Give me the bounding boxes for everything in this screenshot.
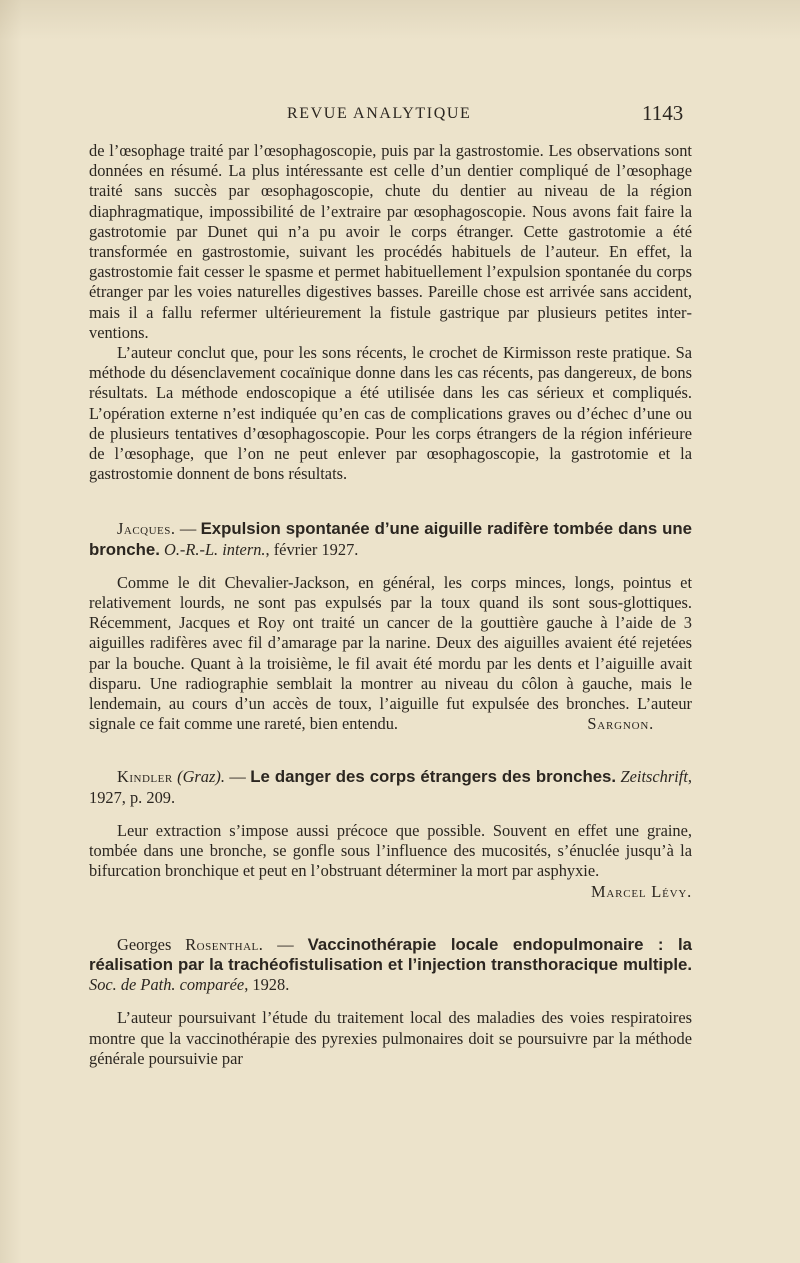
article-title: Vaccinothérapie locale endopulmonaire : la réalisation par la trachéofistulisation et l’injection transthoracique multiple. (89, 934, 692, 974)
publication-date: , 1927, p. 209. (89, 767, 693, 807)
conclusion-paragraph: L’auteur conclut que, pour les sons récents, le crochet de Kirmisson reste pratique. Sa méthode du désenclavement cocaïnique donne dans les cas récents, pas dangereux, de bons résultats. La méthode endoscopique a été utilisée dans les cas sérieux et compliqués. L’opération externe n’est indiquée qu’en cas de complications graves ou d’échec d’une ou de plusieurs tentatives d’œsophagoscopie. Pour les corps étrangers de la région inférieure de l’œsophage, que l’on ne peut enlever par œsophagoscopie, la gastrotomie et la gastrostomie donnent de bons résultats. (89, 343, 692, 484)
publication-date: , février 1927. (265, 539, 359, 559)
author-first-name: Georges (117, 934, 186, 954)
dash: — (224, 767, 251, 787)
abstract-body-jacques (89, 573, 692, 735)
abstract-text (89, 573, 692, 735)
continuation-paragraph: de l’œsophage traité par l’œsophagoscopie, puis par la gastrostomie. Les observations sont données en résumé. La plus intéressante est celle d’un dentier compliqué de l’œsophage traité sans succès par œsophagoscopie, chute du dentier au niveau de la région diaphragmatique, impossibilité de l’extraire par œsophagoscopie. Nous avons fait faire la gastrotomie par Dunet qui n’a pu avoir le corps étranger. Cette gastrotomie a été transformée en gastrostomie, suivant les procédés habituels de l’auteur. En effet, la gastrostomie fait cesser le spasme et permet habituellement l’expulsion spontanée du corps étranger par les voies naturelles digestives basses. Pareille chose est arrivée sans accident, mais il a fallu refermer ultérieurement la fistule gastrique par plusieurs petites interventions. (89, 141, 692, 342)
reviewer-signature: Sargnon. (587, 714, 654, 734)
abstract-body-rosenthal (89, 1008, 692, 1069)
abstract-heading-kindler (89, 767, 692, 807)
abstract-text (89, 820, 692, 901)
article-title: Expulsion spontanée d’une aiguille radifère tombée dans une bronche. (89, 519, 692, 559)
abstract-text-content: Comme le dit Chevalier-Jackson, en général, les corps minces, longs, pointus et relativement lourds, ne sont pas expulsés par la toux quand ils sont sous-glottiques. Récemment, Jacques et Roy ont traité un cancer de la gouttière gauche à l’aide de 3 aiguilles radifères avec fil d’amarage par la narine. Deux des aiguilles avaient été rejetées par la bouche. Quant à la troisième, le fil avait été mordu par les dents et l’aiguille avait disparu. Une radiographie semblait la montrer au niveau du côlon à gauche, mais le lendemain, au cours d’un accès de toux, l’aiguille fut expulsée des bronches. L’auteur signale ce fait comme une rareté, bien entendu. (89, 572, 692, 734)
dash: — (175, 519, 201, 539)
running-title: REVUE ANALYTIQUE (287, 105, 472, 122)
abstract-text: L’auteur poursuivant l’étude du traitement local des maladies des voies respiratoires montre que la vaccinothérapie des pyrexies pulmonaires doit se poursuivre par la méthode générale poursuivie par (89, 1008, 692, 1068)
page-header (0, 103, 800, 127)
journal-name: O.-R.-L. intern. (163, 539, 266, 559)
author-name: Kindler (117, 767, 173, 787)
abstract-body-kindler (89, 821, 692, 902)
abstract-heading-rosenthal (89, 935, 692, 996)
journal-name: Soc. de Path. comparée (89, 975, 245, 995)
reviewer-signature: Marcel Lévy. (590, 881, 692, 901)
journal-name: Zeitschrift (620, 767, 688, 787)
dash: — (263, 934, 308, 954)
abstract-text-content: Leur extraction s’impose aussi précoce que possible. Souvent en effet une graine, tombée dans une bronche, se gonfle sous l’influence des mucosités, s’énuclée jusqu’à la bifurcation bronchique et peut en l’obstruant déterminer la mort par asphyxie. (89, 820, 692, 881)
author-name: Jacques. (117, 519, 176, 539)
page-number: 1143 (642, 101, 684, 125)
publication-date: , 1928. (244, 975, 290, 995)
abstract-heading-jacques (89, 519, 692, 559)
page-body (89, 141, 692, 1069)
author-name: Rosenthal. (185, 934, 264, 954)
author-affiliation: (Graz). (172, 767, 225, 787)
article-title: Le danger des corps étrangers des bronches. (250, 767, 617, 787)
